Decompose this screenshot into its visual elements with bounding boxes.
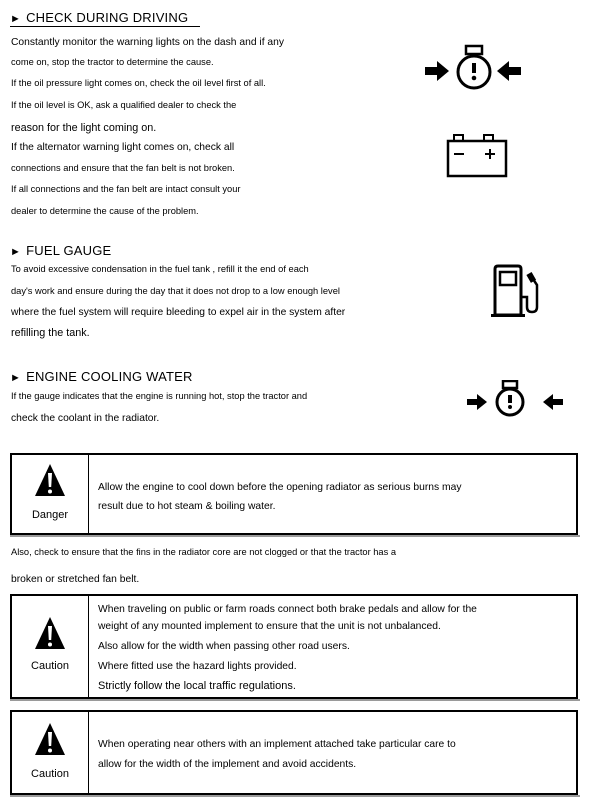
caution1-line-5: Strictly follow the local traffic regulations.: [98, 680, 296, 692]
driving-line-9: dealer to determine the cause of the problem.: [11, 206, 199, 216]
caution-label: Caution: [31, 768, 69, 780]
danger-symbol-cell: [12, 455, 89, 533]
fuel-line-3: where the fuel system will require bleeding to expel air in the system after: [11, 307, 346, 318]
bullet-triangle-icon: ►: [10, 13, 22, 25]
caution-box-implement: [10, 710, 578, 795]
caution-label: Caution: [31, 660, 69, 672]
driving-line-4: If the oil level is OK, ask a qualified dealer to check the: [11, 100, 237, 110]
caution1-line-2: weight of any mounted implement to ensure that the unit is not unbalanced.: [98, 621, 441, 632]
driving-line-8: If all connections and the fan belt are intact consult your: [11, 184, 241, 194]
oil-pressure-warning-icon: [423, 44, 523, 100]
caution1-line-3: Also allow for the width when passing other road users.: [98, 641, 350, 652]
caution1-line-4: Where fitted use the hazard lights provided.: [98, 661, 297, 672]
heading-check-during-driving: ► CHECK DURING DRIVING: [10, 10, 189, 25]
danger-line-1: Allow the engine to cool down before the opening radiator as serious burns may: [98, 482, 462, 493]
caution2-line-2: allow for the width of the implement and avoid accidents.: [98, 759, 357, 770]
caution-box-road-travel: [10, 594, 578, 699]
caution2-line-1: When operating near others with an implement attached take particular care to: [98, 739, 456, 750]
driving-line-6: If the alternator warning light comes on, check all: [11, 142, 235, 153]
heading-fuel-gauge: ► FUEL GAUGE: [10, 243, 112, 258]
cooling-line-1: If the gauge indicates that the engine is running hot, stop the tractor and: [11, 391, 308, 401]
caution-symbol-cell: [12, 596, 89, 697]
heading-underline: [10, 26, 200, 27]
danger-warning-box: [10, 453, 578, 535]
warning-triangle-icon: [34, 616, 66, 650]
after-danger-line-2: broken or stretched fan belt.: [11, 574, 140, 585]
battery-alternator-icon: [446, 134, 510, 178]
fuel-line-1: To avoid excessive condensation in the fuel tank , refill it the end of each: [11, 264, 309, 274]
fuel-pump-icon: [490, 263, 546, 319]
bullet-triangle-icon: ►: [10, 246, 22, 258]
fuel-line-2: day's work and ensure during the day that it does not drop to a low enough level: [11, 286, 340, 296]
cooling-line-2: check the coolant in the radiator.: [11, 413, 160, 424]
warning-triangle-icon: [34, 722, 66, 756]
bullet-triangle-icon: ►: [10, 372, 22, 384]
driving-line-1: Constantly monitor the warning lights on the dash and if any: [11, 37, 285, 48]
caution1-line-1: When traveling on public or farm roads connect both brake pedals and allow for the: [98, 604, 477, 615]
engine-temperature-icon: [465, 380, 565, 424]
driving-line-7: connections and ensure that the fan belt is not broken.: [11, 163, 235, 173]
danger-line-2: result due to hot steam & boiling water.: [98, 501, 276, 512]
after-danger-line-1: Also, check to ensure that the fins in the radiator core are not clogged or that the tractor has a: [11, 547, 397, 557]
warning-triangle-icon: [34, 463, 66, 497]
driving-line-2: come on, stop the tractor to determine the cause.: [11, 57, 214, 67]
heading-engine-cooling-water: ► ENGINE COOLING WATER: [10, 369, 193, 384]
danger-label: Danger: [31, 509, 69, 521]
driving-line-5: reason for the light coming on.: [11, 122, 157, 134]
caution-symbol-cell: [12, 712, 89, 793]
fuel-line-4: refilling the tank.: [11, 327, 90, 339]
driving-line-3: If the oil pressure light comes on, check the oil level first of all.: [11, 78, 266, 88]
